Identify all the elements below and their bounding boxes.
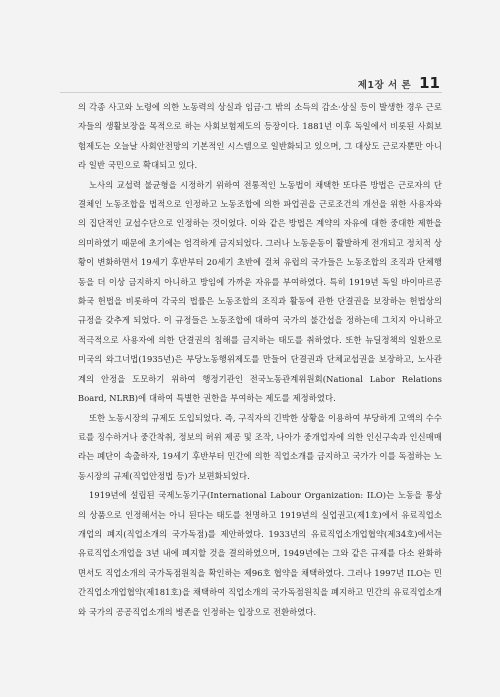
chapter-title: 제1장 서 론 bbox=[357, 80, 412, 91]
body-text bbox=[78, 98, 442, 622]
running-header bbox=[358, 74, 440, 92]
paragraph: 의 각종 사고와 노령에 의한 노동력의 상실과 임금·그 밖의 소득의 감소·상실 등이 발생한 경우 근로자들의 생활보장을 목적으로 하는 사회보험제도의 등장이다. 1881년 이후 독일에서 비롯된 사회보험제도는 오늘날 사회안전망의 기본적인 시스템으로 일반화되고 있으며, 그 대상도 근로자뿐만 아니라 일반 국민으로 확대되고 있다. bbox=[78, 102, 442, 171]
page-number: 11 bbox=[419, 74, 440, 92]
paragraph: 노사의 교섭력 불균형을 시정하기 위하여 전통적인 노동법이 채택한 또다른 방법은 근로자의 단결체인 노동조합을 법적으로 인정하고 노동조합에 의한 파업권을 근로조건의 개선을 위한 사용자와의 집단적인 교섭수단으로 인정하는 것이었다. 이와 같은 방법은 계약의 자유에 대한 중대한 제한을 의미하였기 때문에 초기에는 엄격하게 금지되었다. 그러나 노동운동이 활발하게 전개되고 정치적 상황이 변화하면서 19세기 후반부터 20세기 초반에 걸쳐 유럽의 국가들은 노동조합의 조직과 단체행동을 더 이상 금지하지 아니하고 방임에 가까운 자유를 부여하였다. 특히 1919년 독일 바이마르공화국 헌법을 비롯하여 각국의 법률은 노동조합의 조직과 활동에 관한 단결권을 보장하는 헌법상의 규정을 갖추게 되었다. 이 규정들은 노동조합에 대하여 국가의 불간섭을 정하는데 그치지 아니하고 적극적으로 사용자에 의한 단결권의 침해를 금지하는 태도를 취하였다. 또한 뉴딜정책의 일환으로 미국의 와그너법(1935년)은 부당노동행위제도를 만들어 단결권과 단체교섭권을 보장하고, 노사관계의 안정을 도모하기 위하여 행정기관인 전국노동관계위원회(National Labor Relations Board, NLRB)에 대하여 특별한 권한을 부여하는 제도를 제정하였다. bbox=[78, 179, 442, 404]
header-rule bbox=[60, 92, 442, 93]
paragraph: 또한 노동시장의 규제도 도입되었다. 즉, 구직자의 긴박한 상황을 이용하여 부당하게 고액의 수수료를 징수하거나 중간착취, 정보의 허위 제공 및 조작, 나아가 중개업자에 의한 인신구속과 인신매매라는 폐단이 속출하자, 19세기 후반부터 민간에 의한 직업소개를 금지하고 국가가 이를 독점하는 노동시장의 규제(직업안정법 등)가 보편화되었다. bbox=[78, 412, 442, 481]
paragraph: 1919년에 설립된 국제노동기구(International Labour Organization: ILO)는 노동을 통상의 상품으로 인정해서는 아니 된다는 태도를 천명하고 1919년의 실업권고(제1호)에서 유료직업소개업의 폐지(직업소개의 국가독점)를 제안하였다. 1933년의 유료직업소개업협약(제34호)에서는 유료직업소개업을 3년 내에 폐지할 것을 결의하였으며, 1949년에는 그와 같은 규제를 다소 완화하면서도 직업소개의 국가독점원칙을 확인하는 제96호 협약을 채택하였다. 그러나 1997년 ILO는 민간직업소개업협약(제181호)을 채택하여 직업소개의 국가독점원칙을 폐지하고 민간의 유료직업소개와 국가의 공공직업소개의 병존을 인정하는 입장으로 전환하였다. bbox=[78, 490, 442, 617]
